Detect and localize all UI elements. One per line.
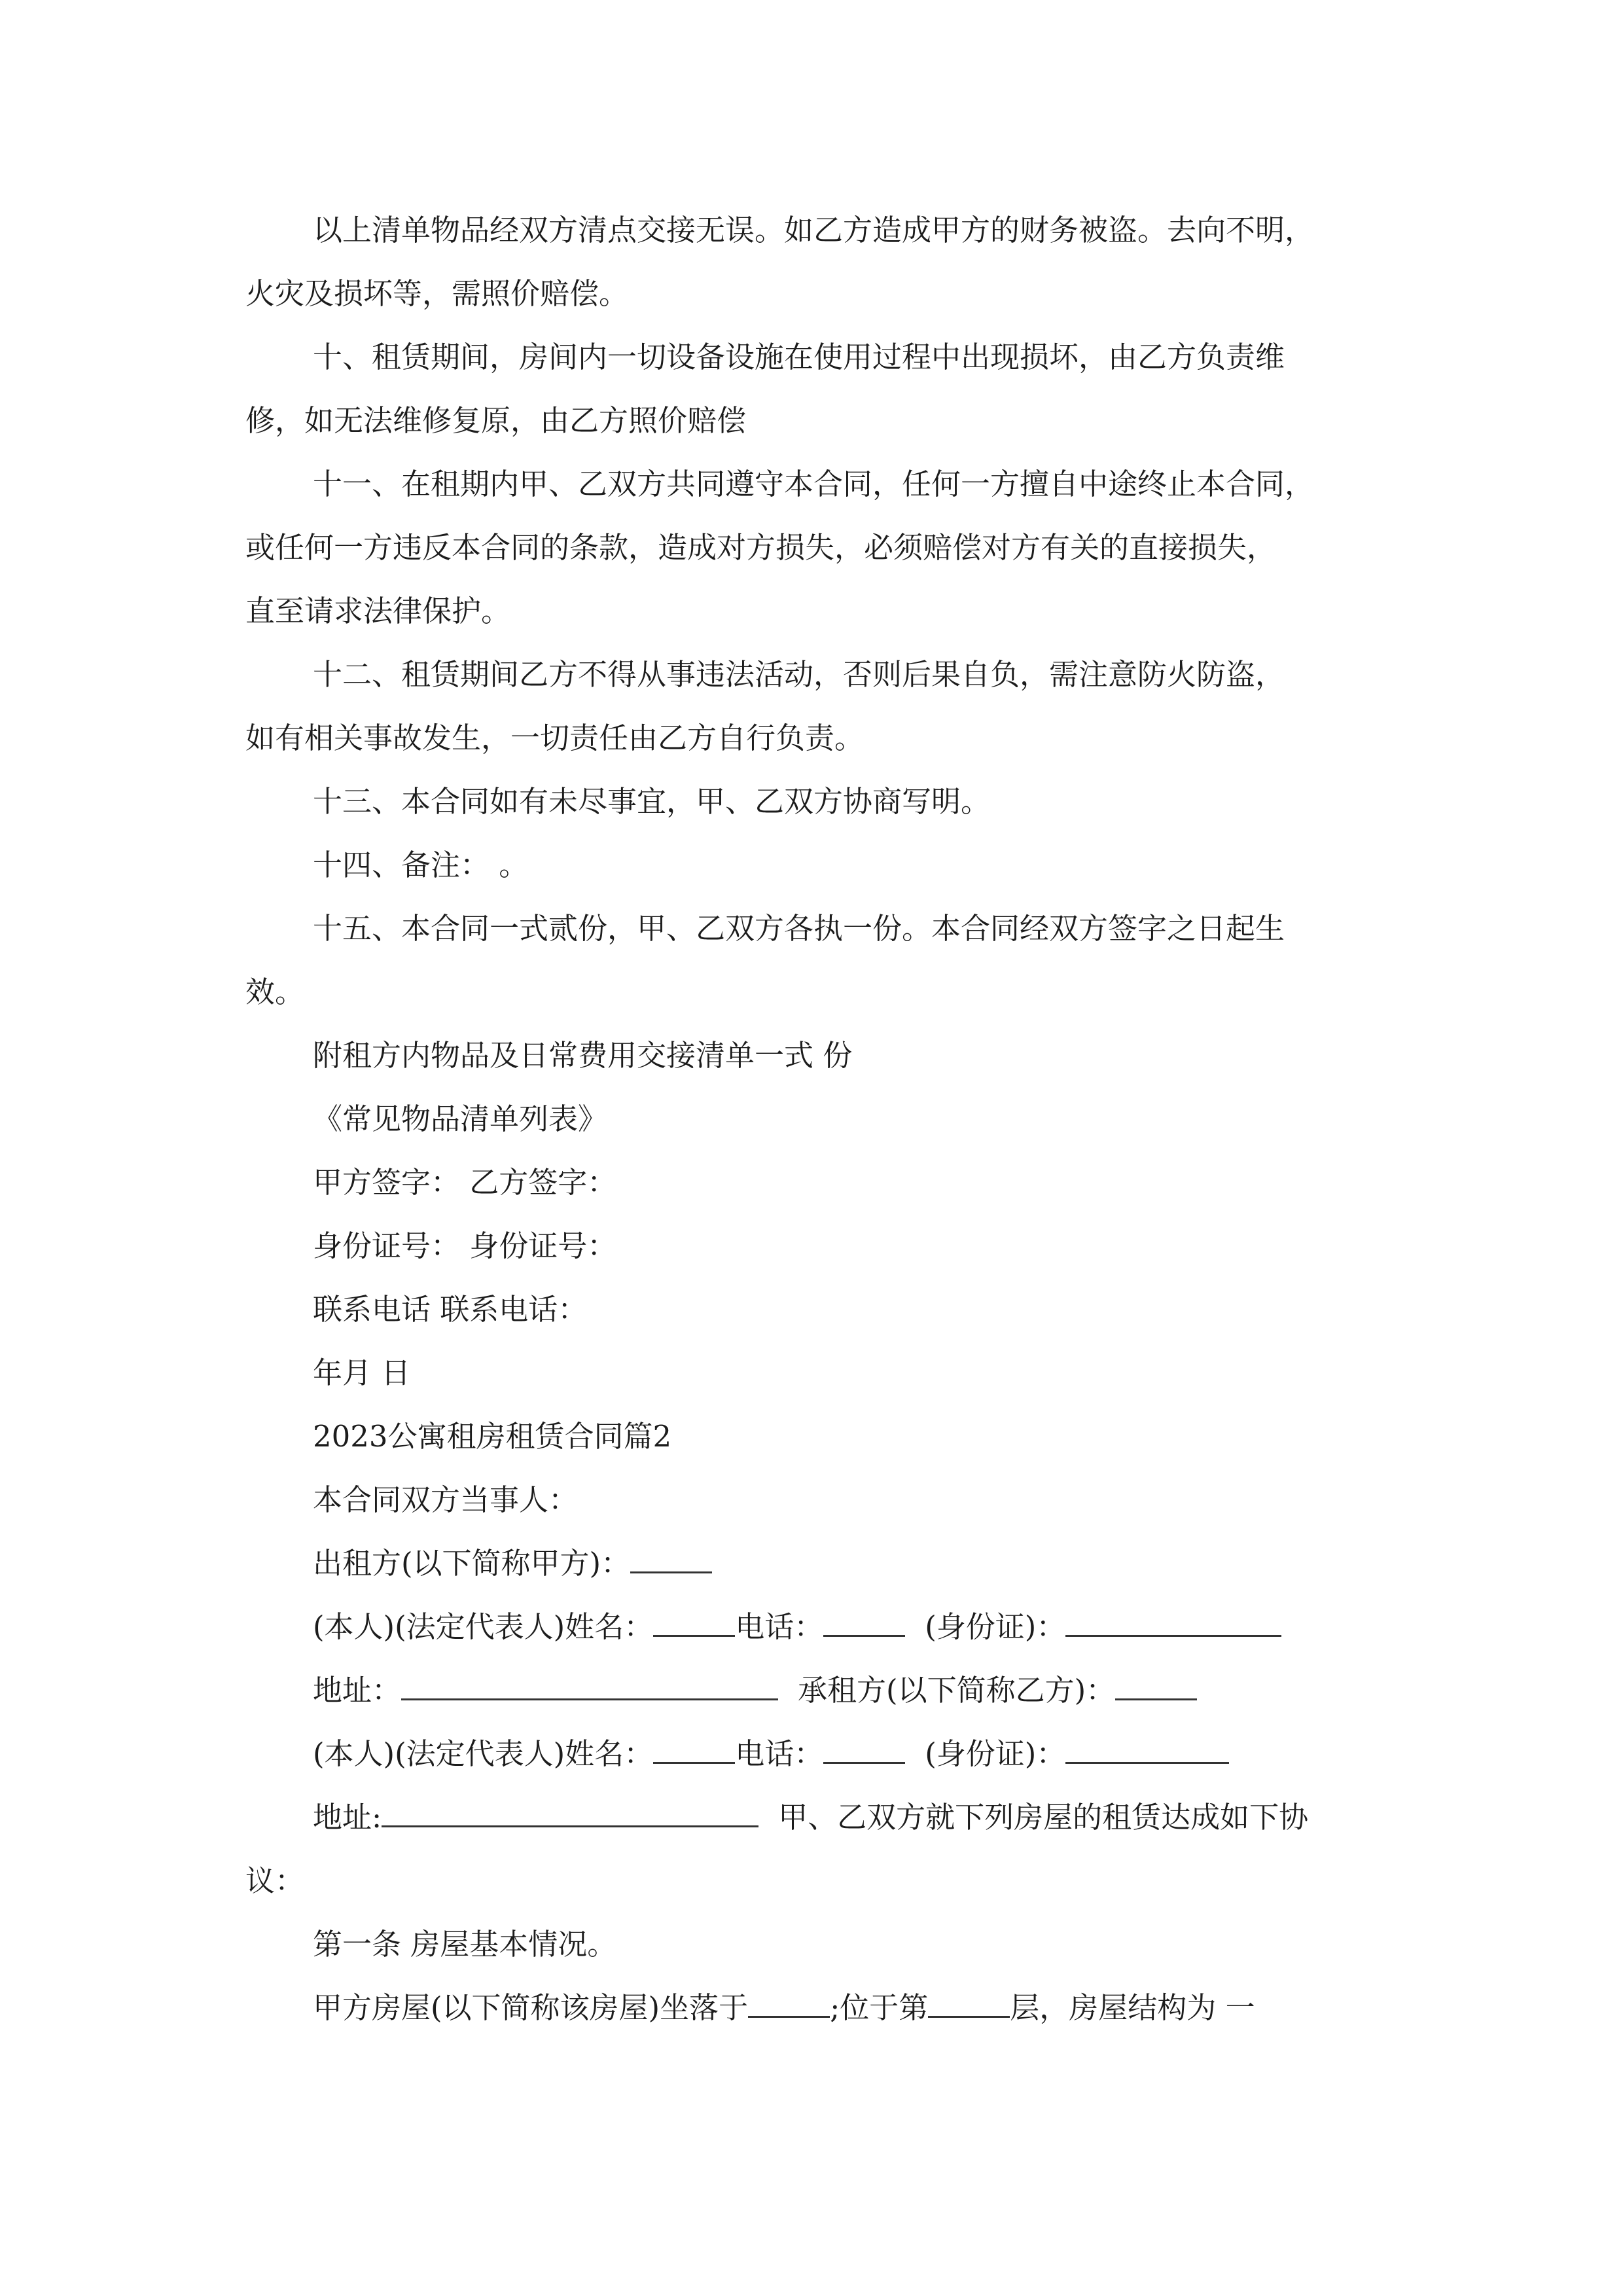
body-line: 效。 <box>245 975 305 1009</box>
id-blank <box>1065 1736 1229 1764</box>
lessee-address-line <box>313 1799 1308 1836</box>
lessor-address-line <box>313 1672 1197 1709</box>
body-line: 议： <box>245 1863 305 1898</box>
body-line: 以上清单物品经双方清点交接无误。如乙方造成甲方的财务被盗。去向不明， <box>313 213 1315 247</box>
clause-15: 十五、本合同一式贰份，甲、乙双方各执一份。本合同经双方签字之日起生 <box>313 911 1285 946</box>
name-label: (本人)(法定代表人)姓名： <box>313 1736 654 1771</box>
body-line: 或任何一方违反本合同的条款，造成对方损失，必须赔偿对方有关的直接损失， <box>245 530 1277 565</box>
clause-11: 十一、在租期内甲、乙双方共同遵守本合同，任何一方擅自中途终止本合同， <box>313 467 1315 501</box>
article-1-title: 第一条 房屋基本情况。 <box>313 1927 617 1962</box>
clause-12: 十二、租赁期间乙方不得从事违法活动，否则后果自负，需注意防火防盗， <box>313 657 1285 692</box>
parties-heading: 本合同双方当事人： <box>313 1482 579 1517</box>
attachment-note: 附租方内物品及日常费用交接清单一式 份 <box>313 1038 853 1073</box>
phone-line: 联系电话 联系电话： <box>313 1292 588 1327</box>
lessor-label: 出租方(以下简称甲方)： <box>313 1546 631 1581</box>
lessor-rep-line <box>313 1609 1281 1645</box>
id-label: (身份证)： <box>925 1609 1066 1644</box>
name-blank <box>653 1736 735 1764</box>
body-line: 火灾及损坏等，需照价赔偿。 <box>245 276 629 311</box>
lessor-blank <box>630 1545 712 1573</box>
date-line: 年月 日 <box>313 1355 411 1390</box>
name-blank <box>653 1609 735 1637</box>
section-title: 2023公寓租房租赁合同篇2 <box>313 1419 672 1454</box>
address-blank <box>382 1799 758 1827</box>
clause-10: 十、租赁期间，房间内一切设备设施在使用过程中出现损坏，由乙方负责维 <box>313 340 1285 374</box>
signature-line: 甲方签字： 乙方签字： <box>313 1165 617 1200</box>
body-line: 如有相关事故发生，一切责任由乙方自行负责。 <box>245 721 865 755</box>
body-line: 直至请求法律保护。 <box>245 594 511 628</box>
id-blank <box>1065 1609 1281 1637</box>
phone-blank <box>823 1609 905 1637</box>
address-label: 地址: <box>313 1800 382 1835</box>
name-label: (本人)(法定代表人)姓名： <box>313 1609 654 1644</box>
lessee-rep-line <box>313 1736 1229 1772</box>
id-label: (身份证)： <box>925 1736 1066 1771</box>
lessee-label: 承租方(以下简称乙方)： <box>798 1673 1116 1708</box>
address-blank <box>401 1672 778 1700</box>
lessor-line <box>313 1545 712 1582</box>
phone-label: 电话： <box>735 1609 824 1644</box>
clause-14: 十四、备注： 。 <box>313 848 529 882</box>
address-label: 地址： <box>313 1673 402 1708</box>
floor-blank <box>928 1990 1010 2018</box>
property-line <box>313 1990 1255 2026</box>
agreement-text: 甲、乙双方就下列房屋的租赁达成如下协 <box>778 1800 1309 1835</box>
item-list-title: 《常见物品清单列表》 <box>313 1102 608 1136</box>
body-line: 修，如无法维修复原，由乙方照价赔偿 <box>245 403 747 438</box>
location-blank <box>748 1990 830 2018</box>
clause-13: 十三、本合同如有未尽事宜，甲、乙双方协商写明。 <box>313 784 991 819</box>
location-label: 甲方房屋(以下简称该房屋)坐落于 <box>313 1990 749 2025</box>
phone-label: 电话： <box>735 1736 824 1771</box>
lessee-blank <box>1115 1672 1197 1700</box>
phone-blank <box>823 1736 905 1764</box>
id-number-line: 身份证号： 身份证号： <box>313 1229 617 1263</box>
structure-label: 层，房屋结构为 一 <box>1010 1990 1255 2025</box>
floor-label: ;位于第 <box>830 1990 929 2025</box>
